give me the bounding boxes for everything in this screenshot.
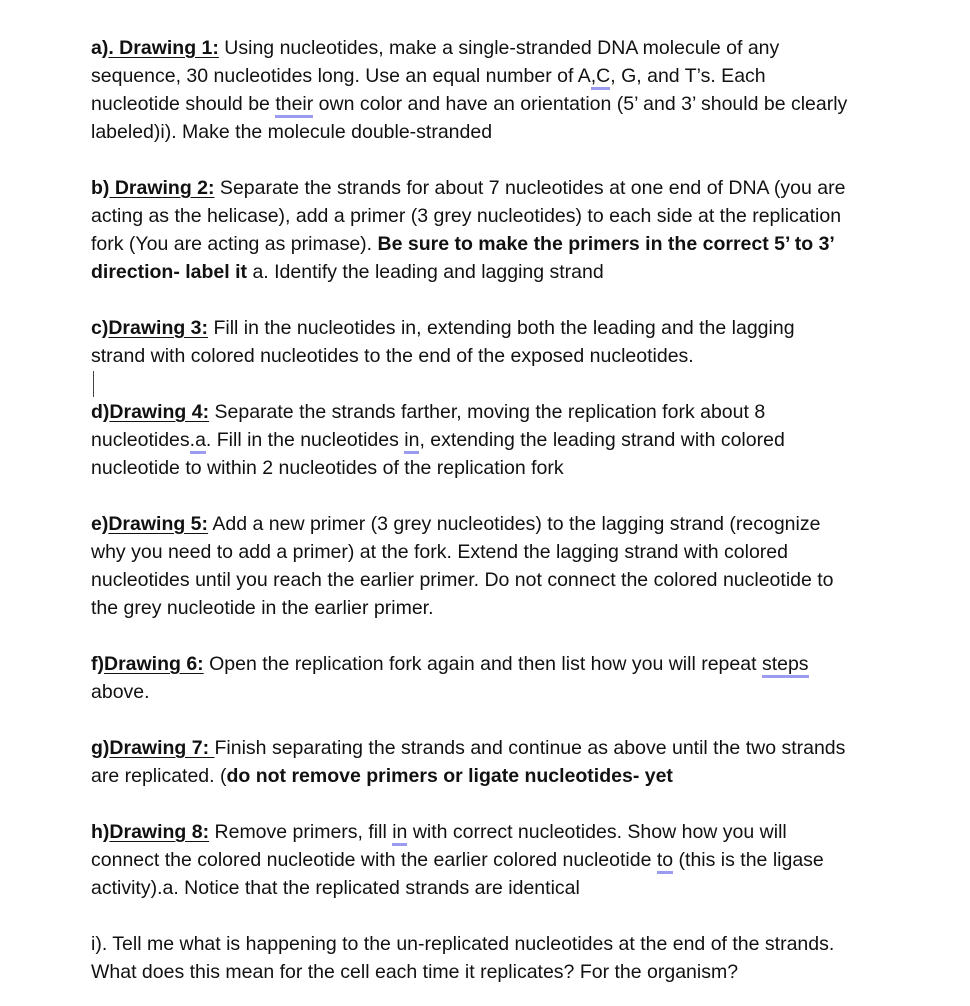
item-d-line-2: nucleotides.a. Fill in the nucleotides in, extending the leading strand with colored (91, 426, 951, 454)
item-b-line-3: fork (You are acting as primase). Be sure to make the primers in the correct 5’ to 3’ (91, 233, 835, 255)
item-f-line-1: f)Drawing 6: Open the replication fork again and then list how you will repeat steps (91, 650, 951, 678)
item-c-prefix: c) (91, 317, 109, 339)
item-d (91, 398, 951, 482)
item-c-heading: Drawing 3: (108, 317, 209, 339)
grammar-flag[interactable]: in (404, 429, 419, 454)
item-c-line-2: strand with colored nucleotides to the end of the exposed nucleotides. (91, 345, 694, 367)
item-d-line-3: nucleotide to within 2 nucleotides of the replication fork (91, 457, 564, 479)
item-g-line-2: are replicated. (do not remove primers or ligate nucleotides- yet (91, 765, 673, 787)
item-i-line-2: What does this mean for the cell each time it replicates? For the organism? (91, 961, 739, 983)
item-h (91, 818, 951, 902)
item-b-prefix: b) (91, 177, 110, 199)
item-a-line-3: nucleotide should be their own color and have an orientation (5’ and 3’ should be clearly (91, 90, 951, 118)
document-body (91, 34, 951, 986)
item-h-line-3: activity).a. Notice that the replicated strands are identical (91, 877, 580, 899)
item-e-line-1: e)Drawing 5: Add a new primer (3 grey nucleotides) to the lagging strand (recognize (91, 513, 821, 535)
item-e-prefix: e) (91, 513, 109, 535)
item-f (91, 650, 951, 706)
grammar-flag[interactable]: in (392, 821, 407, 846)
item-g-heading: Drawing 7: (109, 737, 215, 759)
item-d-line-1: d)Drawing 4: Separate the strands farther, moving the replication fork about 8 (91, 401, 766, 423)
item-f-prefix: f) (91, 653, 104, 675)
item-e-heading: Drawing 5: (108, 513, 209, 535)
item-g-prefix: g) (91, 737, 110, 759)
item-h-line-2: connect the colored nucleotide with the earlier colored nucleotide to (this is the ligase (91, 846, 951, 874)
item-e-line-2: why you need to add a primer) at the fork. Extend the lagging strand with colored (91, 541, 788, 563)
item-d-heading: Drawing 4: (109, 401, 210, 423)
item-e-line-3: nucleotides until you reach the earlier primer. Do not connect the colored nucleotide to (91, 569, 834, 591)
item-a-line-4: labeled)i). Make the molecule double-stranded (91, 121, 493, 143)
spelling-flag[interactable]: ,C (591, 65, 611, 90)
item-i-line-1: i). Tell me what is happening to the un-replicated nucleotides at the end of the strands. (91, 933, 835, 955)
item-c (91, 314, 951, 370)
item-h-prefix: h) (91, 821, 110, 843)
item-i (91, 930, 951, 986)
item-g (91, 734, 951, 790)
item-f-heading: Drawing 6: (104, 653, 204, 675)
item-h-heading: Drawing 8: (109, 821, 210, 843)
text-cursor (93, 371, 94, 397)
item-h-line-1: h)Drawing 8: Remove primers, fill in with correct nucleotides. Show how you will (91, 818, 951, 846)
item-b-line-2: acting as the helicase), add a primer (3 grey nucleotides) to each side at the replication (91, 205, 842, 227)
item-e (91, 510, 951, 622)
item-b-line-4: direction- label it a. Identify the leading and lagging strand (91, 261, 604, 283)
item-a-line-1 (91, 34, 951, 62)
spelling-flag[interactable]: .a (190, 429, 206, 454)
item-b (91, 174, 951, 286)
item-a-heading: . Drawing 1: (108, 37, 219, 59)
item-b-heading: Drawing 2: (109, 177, 215, 199)
item-a-prefix: a) (91, 37, 109, 59)
item-b-line-1: b) Drawing 2: Separate the strands for about 7 nucleotides at one end of DNA (you are (91, 177, 846, 199)
grammar-flag[interactable]: to (657, 849, 673, 874)
item-g-line-1: g)Drawing 7: Finish separating the strands and continue as above until the two strands (91, 737, 846, 759)
item-d-prefix: d) (91, 401, 110, 423)
item-f-line-2: above. (91, 681, 150, 703)
item-c-line-1: c)Drawing 3: Fill in the nucleotides in, extending both the leading and the lagging (91, 317, 795, 339)
item-a (91, 34, 951, 146)
grammar-flag[interactable]: steps (762, 653, 809, 678)
item-a-text: Using nucleotides, make a single-stranded DNA molecule of any (218, 37, 780, 59)
item-e-line-4: the grey nucleotide in the earlier primer. (91, 597, 434, 619)
item-a-line-2: sequence, 30 nucleotides long. Use an equal number of A,C, G, and T’s. Each (91, 62, 951, 90)
grammar-flag[interactable]: their (275, 93, 313, 118)
